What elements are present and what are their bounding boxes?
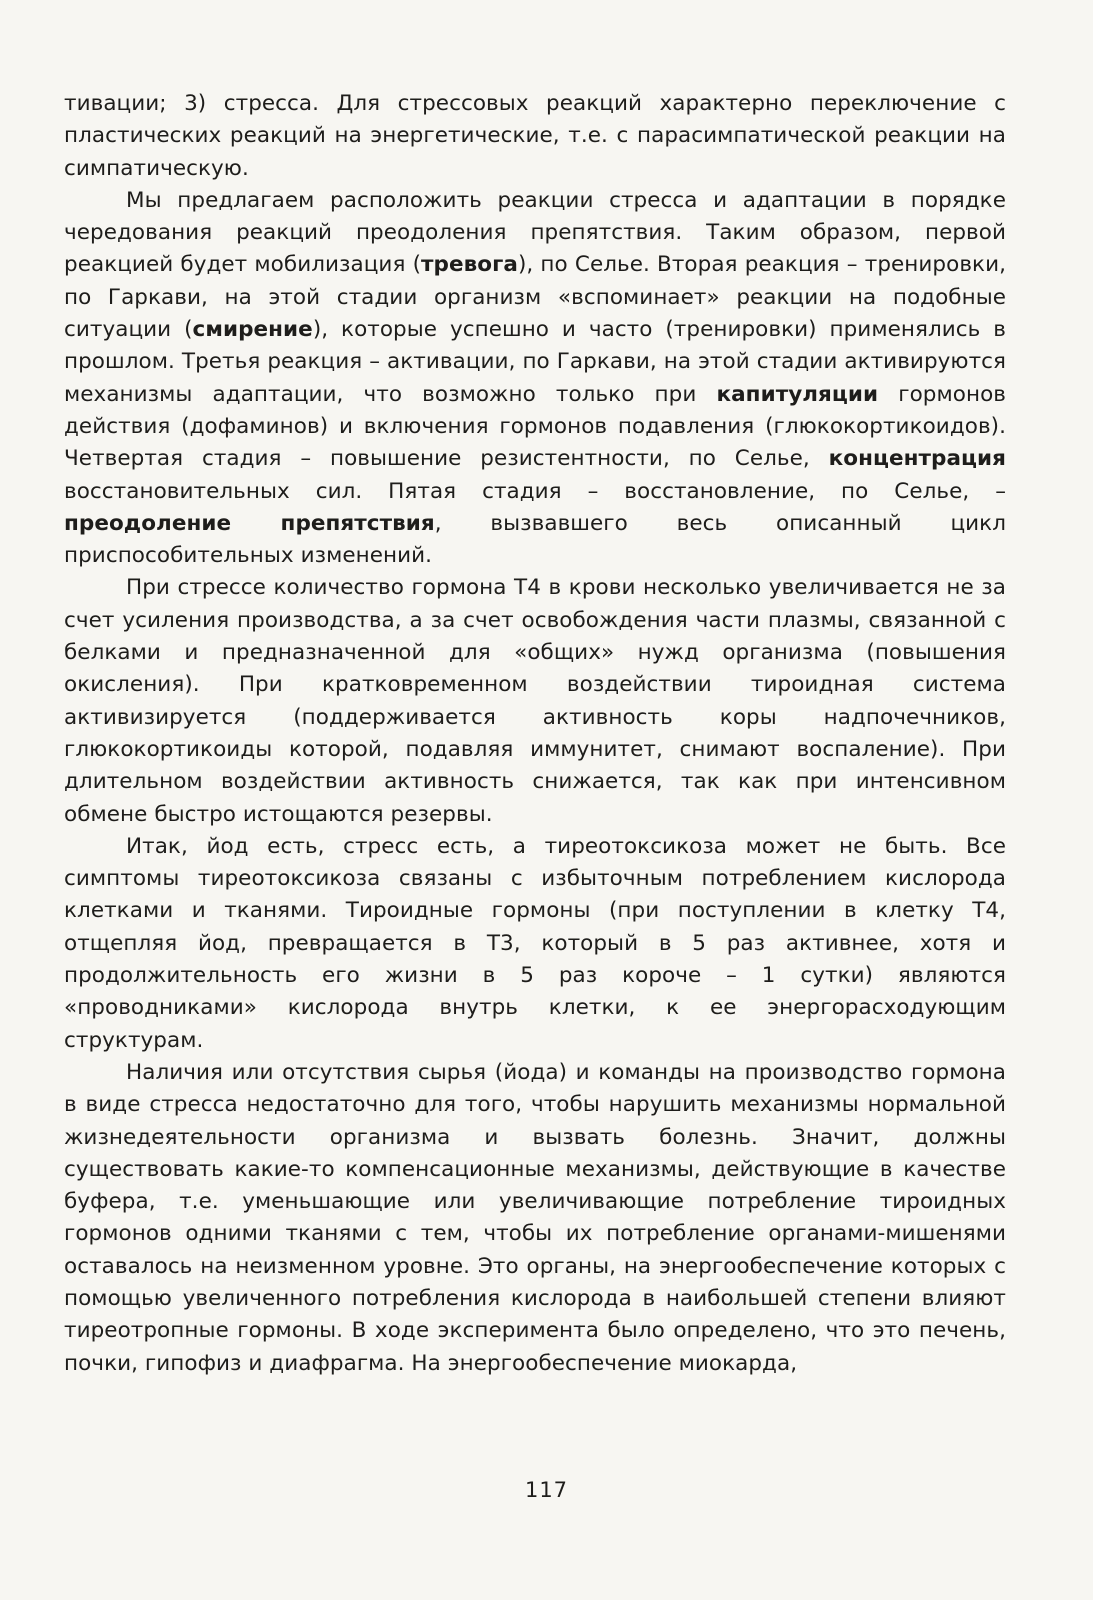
paragraph-5 <box>64 1057 1006 1380</box>
body-text <box>64 88 1006 1380</box>
text-run: , вызвавшего весь описанный цикл приспособительных изменений. <box>64 510 1007 569</box>
paragraph-1 <box>64 88 1006 185</box>
text-run: Итак, йод есть, стресс есть, а тиреотоксикоза может не быть. Все симптомы тиреотоксикоза связаны с избыточным потреблением кислорода клетками и тканями. Тироидные гормоны (при поступлении в клетку Т4, отщепляя йод, превращается в Т3, который в 5 раз активнее, хотя и продолжительность его жизни в 5 раз короче – 1 сутки) являются «проводниками» кислорода внутрь клетки, к ее энергорасходующим структурам. <box>64 833 1006 1053</box>
page-number: 117 <box>524 1478 569 1502</box>
text-run: ), которые успешно и часто (тренировки) применялись в прошлом. Третья реакция – активации, по Гаркави, на этой стадии активируются механизмы адаптации, что возможно только при <box>64 317 1006 407</box>
text-run: гормонов действия (дофаминов) и включения гормонов подавления (глюкокортикоидов). Четвертая стадия – повышение резистентности, по Селье, <box>64 381 1006 472</box>
paragraph-3 <box>64 572 1006 830</box>
text-run: Наличия или отсутствия сырья (йода) и команды на производство гормона в виде стресса недостаточно для того, чтобы нарушить механизмы нормальной жизнедеятельности организма и вызвать болезнь. Значит, должны существовать какие-то компенсационные механизмы, действующие в качестве буфера, т.е. уменьшающие или увеличивающие потребление тироидных гормонов одними тканями с тем, чтобы их потребление органами-мишенями оставалось на неизменном уровне. Это органы, на энергообеспечение которых с помощью увеличенного потребления кислорода в наибольшей степени влияют тиреотропные гормоны. В ходе эксперимента было определено, что это печень, почки, гипофиз и диафрагма. На энергообеспечение миокарда, <box>64 1059 1006 1376</box>
text-run: тивации; 3) стресса. Для стрессовых реакций характерно переключение с пластических реакций на энергетические, т.е. с парасимпатической реакции на симпатическую. <box>64 91 1006 181</box>
bold-term: тревога <box>421 252 518 278</box>
paragraph-2 <box>64 185 1006 573</box>
text-run: Мы предлагаем расположить реакции стресса и адаптации в порядке чередования реакций преодоления препятствия. Таким образом, первой реакцией будет мобилизация ( <box>64 187 1006 278</box>
paragraph-4 <box>64 831 1006 1057</box>
text-run: ), по Селье. Вторая реакция – тренировки, по Гаркави, на этой стадии организм «вспоминает» реакции на подобные ситуации ( <box>64 252 1006 343</box>
bold-term: концентрация <box>828 446 1006 472</box>
text-run: При стрессе количество гормона Т4 в крови несколько увеличивается не за счет усиления производства, а за счет освобождения части плазмы, связанной с белками и предназначенной для «общих» нужд организма (повышения окисления). При кратковременном воздействии тироидная система активизируется (поддерживается активность коры надпочечников, глюкокортикоиды которой, подавляя иммунитет, снимают воспаление). При длительном воздействии активность снижается, так как при интенсивном обмене быстро истощаются резервы. <box>64 575 1006 827</box>
bold-term: преодоление препятствия <box>64 510 435 536</box>
bold-term: капитуляции <box>716 381 879 407</box>
text-run: восстановительных сил. Пятая стадия – восстановление, по Селье, – <box>64 478 1006 504</box>
bold-term: смирение <box>192 317 313 343</box>
